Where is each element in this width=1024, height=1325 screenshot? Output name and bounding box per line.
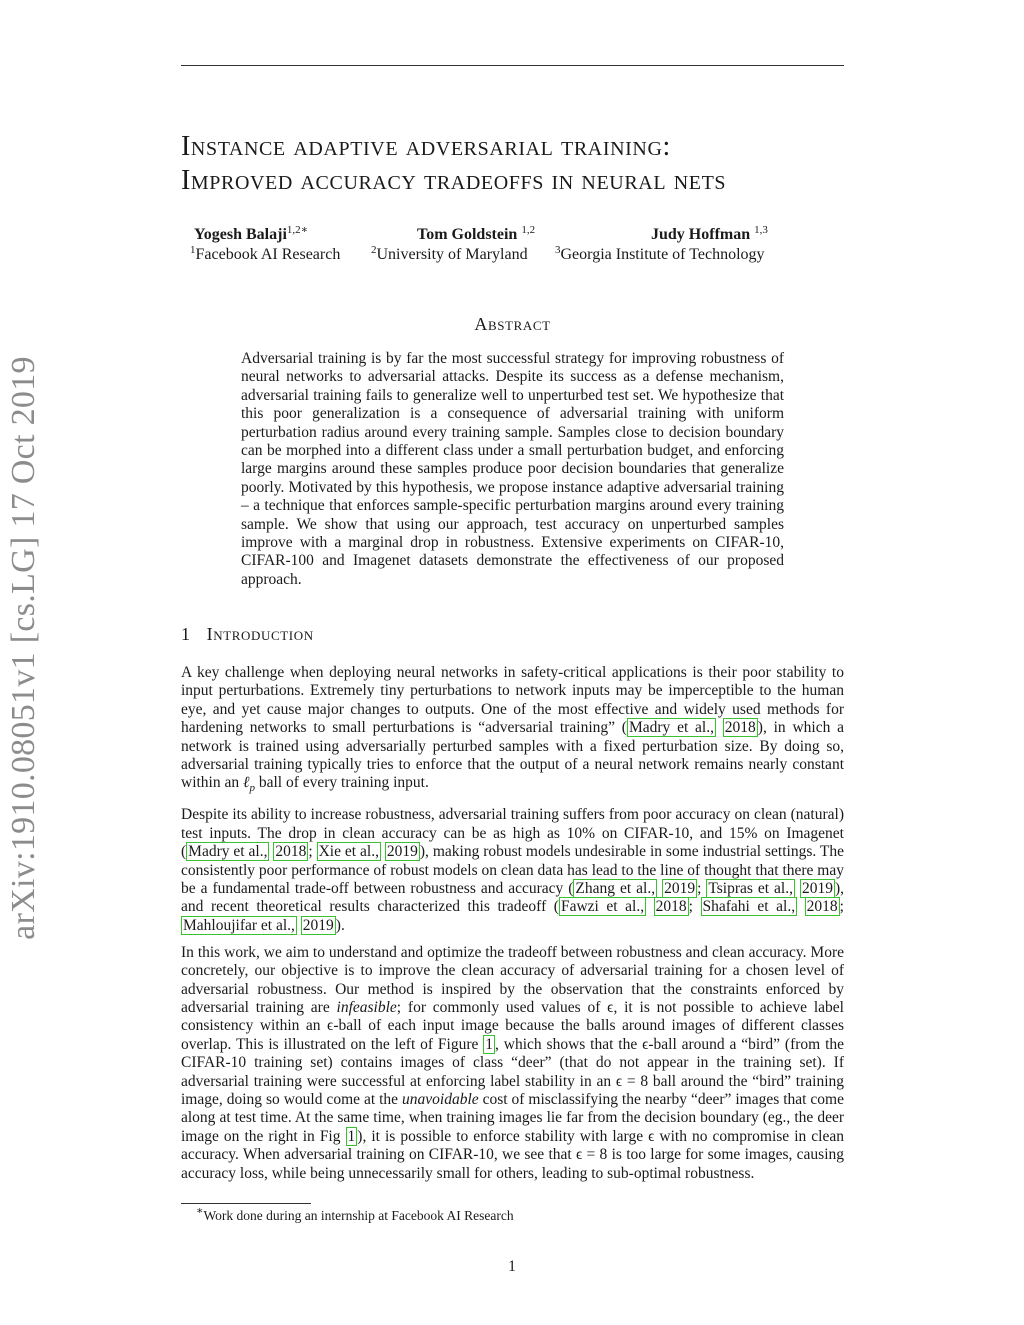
citation-year-link[interactable]: 2019	[386, 843, 418, 861]
paragraph-2: Despite its ability to increase robustness, adversarial training suffers from poor accuracy on clean (natural) test inputs. The drop in clean accuracy can be as high as 10% on CIFAR-10, and 15% on Imagenet ( Madry et al., 2018 ; Xie et al., 2019 ), making robust models undesirable in some industrial settings. The consistently poor performance of robust models on clean data has lead to the line of thought that there may be a fundamental trade-off between robustness and accuracy ( Zhang et al., 2019 ; Tsipras et al., 2019 ), and recent theoretical results characterized this tradeoff ( Fawzi et al., 2018 ; Shafahi et al., 2018 ; Mahloujifar et al., 2019 ).	[181, 806, 845, 934]
citation-link[interactable]: Fawzi et al.,	[560, 898, 645, 916]
abstract-heading: Abstract	[474, 314, 551, 334]
citation-year-link[interactable]: 2018	[806, 898, 838, 916]
section-number: 1	[181, 624, 191, 644]
citation-year-link[interactable]: 2019	[664, 880, 696, 898]
arxiv-stamp: arXiv:1910.08051v1 [cs.LG] 17 Oct 2019	[5, 356, 42, 940]
paragraph-3: In this work, we aim to understand and optimize the tradeoff between robustness and clean accuracy. More concretely, our objective is to improve the clean accuracy of adversarial training for a chosen level of adversarial robustness. Our method is inspired by the observation that the constraints enforced by adversarial training are infeasible; for commonly used values of ϵ, it is not possible to achieve label consistency within an ϵ-ball of each input image because the balls around images of different classes overlap. This is illustrated on the left of Figure 1 , which shows that the ϵ-ball around a “bird” (from the CIFAR-10 training set) contains images of class “deer” (that do not appear in the training set). If adversarial training were successful at enforcing label stability in an ϵ = 8 ball around the “bird” training image, doing so would come at the unavoidable cost of misclassifying the nearby “deer” images that come along at test time. At the same time, when training images lie far from the decision boundary (eg., the deer image on the right in Fig 1 ), it is possible to enforce stability with large ϵ with no compromise in clean accuracy. When adversarial training on CIFAR-10, we see that ϵ = 8 is too large for some images, causing accuracy loss, while being unnecessarily small for others, leading to sub-optimal robustness.	[181, 943, 845, 1182]
author-affiliation: $^1$Facebook AI Research	[190, 244, 341, 263]
section-title: Introduction	[206, 624, 314, 644]
citation-link[interactable]: Madry et al.,	[188, 843, 268, 861]
citation-year-link[interactable]: 2018	[724, 719, 756, 737]
citation-link[interactable]: Shafahi et al.,	[702, 898, 796, 916]
title-line-2: Improved accuracy tradeoffs in neural nets	[181, 165, 727, 196]
citation-link[interactable]: Madry et al.,	[628, 719, 714, 737]
author-name: Yogesh Balaji	[194, 226, 287, 243]
paragraph-1: A key challenge when deploying neural networks in safety-critical applications is their poor stability to input perturbations. Extremely tiny perturbations to network inputs may be imperceptible to the human eye, and yet cause major changes to outputs. One of the most effective and widely used methods for hardening networks to small perturbations is “adversarial training” ( Madry et al., 2018 ), in which a network is trained using adversarially perturbed samples with a fixed perturbation size. By doing so, adversarial training typically tries to enforce that the output of a neural network remains nearly constant within an ℓ$_p$ ball of every training input.	[181, 664, 845, 795]
author-name: Tom Goldstein	[417, 226, 518, 243]
author-sup: 1,2	[521, 224, 536, 236]
section-heading	[181, 624, 314, 645]
footnote-mark: ∗	[196, 1205, 204, 1217]
figure-link[interactable]: 1	[347, 1127, 356, 1145]
top-rule	[181, 65, 844, 66]
citation-year-link[interactable]: 2018	[655, 898, 687, 916]
citation-link[interactable]: Tsipras et al.,	[708, 880, 793, 898]
figure-link[interactable]: 1	[485, 1035, 494, 1053]
author-sup: 1,3	[754, 224, 768, 236]
citation-year-link[interactable]: 2019	[302, 916, 334, 934]
author-affiliation: $^3$Georgia Institute of Technology	[555, 244, 765, 263]
footnote-text: Work done during an internship at Facebook AI Research	[203, 1208, 514, 1223]
author-affiliation: $^2$University of Maryland	[371, 244, 528, 263]
footnote-rule	[181, 1203, 311, 1204]
section-body	[181, 664, 844, 1192]
citation-year-link[interactable]: 2019	[801, 880, 833, 898]
author-1	[190, 224, 341, 264]
author-sup: 1,2∗	[286, 224, 309, 236]
author-2	[371, 226, 535, 264]
citation-year-link[interactable]: 2018	[275, 843, 307, 861]
citation-link[interactable]: Xie et al.,	[318, 843, 379, 861]
abstract-text: Adversarial training is by far the most successful strategy for improving robustness of neural networks to adversarial attacks. Despite its success as a defense mechanism, adversarial training fails to generalize well to unperturbed test set. We hypothesize that this poor generalization is a consequence of adversarial training with uniform perturbation radius around every training sample. Samples close to decision boundary can be morphed into a different class under a small perturbation budget, and enforcing large margins around these samples produce poor decision boundaries that generalize poorly. Motivated by this hypothesis, we propose instance adaptive adversarial training – a technique that enforces sample-specific perturbation margins around every training sample. We show that using our approach, test accuracy on unperturbed samples improve with a marginal drop in robustness. Extensive experiments on CIFAR-10, CIFAR-100 and Imagenet datasets demonstrate the effectiveness of our proposed approach.	[241, 350, 784, 588]
author-name: Judy Hoffman	[651, 226, 751, 243]
page-number: 1	[508, 1258, 516, 1275]
citation-link[interactable]: Zhang et al.,	[575, 880, 656, 898]
paper-title	[181, 130, 881, 198]
author-3	[555, 226, 768, 264]
title-line-1: Instance adaptive adversarial training:	[181, 131, 671, 162]
footnote	[196, 1205, 514, 1224]
citation-link[interactable]: Mahloujifar et al.,	[183, 916, 295, 934]
